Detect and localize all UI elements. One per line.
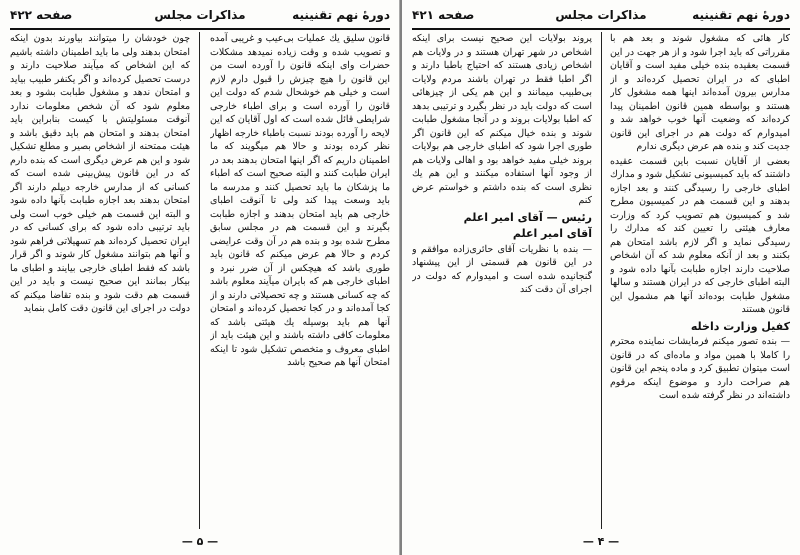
right-page-columns <box>412 32 790 529</box>
speaker-text: — بنده با نظریات آقای حائری‌زاده موافقم و در این قانون هم قسمتی از این پیشنهاد گنجانیده شده است و امیدوارم که دولت در اجرای آن دقت کند <box>412 243 592 295</box>
left-header-page-label: صفحه ۴۲۲ <box>10 8 73 22</box>
left-page-columns <box>10 32 390 529</box>
left-page-column-right <box>210 32 390 529</box>
left-page-number: — ۵ — <box>181 535 219 548</box>
column-divider <box>601 32 602 529</box>
paragraph: بعضی از آقایان نسبت باین قسمت عقیده داشتند که باید کمیسیونی تشکیل شود و مدارك اطبای خارجی را رسیدگی کنند و بعد اجازه بدهند و این قسمت هم در کمیسیون مطرح شد و کمیسیون هم تصویب کرد که وزارت معارف هیئتی را تعیین کند که مدارك را رسیدگی نماید و اگر لازم باشد امتحان هم بکنند و بعد از آنکه معلوم شد که آن اشخاص صلاحیت دارند اجازه طبابت بآنها داده شود و البته اطبای خارجی که در ایران هستند و سالها مشغول طبابت بوده‌اند آنها هم مشمول این قانون هستند <box>610 155 790 315</box>
right-page-column-left <box>412 32 592 529</box>
column-divider <box>199 32 200 529</box>
speaker-heading: کفیل وزارت داخله <box>690 319 790 333</box>
paragraph: چون خودشان را میتوانند بیاورند بدون اینکه امتحان بدهند ولی ما باید اطمینان داشته باشیم که این اشخاص که میآیند صلاحیت دارند و درست تحصیل کرده‌اند و اگر یکنفر طبیب بیاید و امتحان ندهد و مشغول طبابت بشود و بعد معلوم شود که آن شخص معلومات ندارد آنوقت مسئولیتش با کیست بنابراین باید امتحان بدهند و امتحان هم باید دقیق باشد و هیئت ممتحنه از اشخاص بصیر و مطلع تشکیل شود و این هم عرض دیگری است که بنده دارم که در این قانون پیش‌بینی شده است که کسانی که از مدارس خارجه دیپلم دارند اگر امتحان بدهند بعد اجازه طبابت بآنها داده شود و البته این قسمت هم خیلی خوب است ولی باید ترتیبی داده شود که برای کسانی که در ایران تحصیل کرده‌اند هم تسهیلاتی فراهم شود و آنها هم بتوانند مشغول کار شوند و اگر قرار باشد که فقط اطبای خارجی بیایند و اطبای ما بیکار بمانند این صحیح نیست و باید در این قسمت هم دقت شود و بنده تقاضا میکنم که دولت در اجرای این قانون دقت کامل بنماید <box>10 33 190 314</box>
paragraph: پروند بولایات این صحیح نیست برای اینکه اشخاص در شهر تهران هستند و در ولایات هم اشخاص زیادی هستند که احتیاج باطبا دارند و اگر اطبا فقط در تهران باشند مردم ولایات بی‌طبیب میمانند و این هم یکی از چیزهائی است که دولت باید در نظر بگیرد و ترتیبی بدهد که اطبا بولایات بروند و در آنجا مشغول طبابت شوند و بنده خیال میکنم که این قانون اگر طوری اجرا شود که اطبای خارجی هم بولایات بروند خیلی مفید خواهد بود و اهالی ولایات هم از وجود آنها استفاده میکنند و این هم یك نظری است که بنده داشتم و خواستم عرض کنم <box>412 33 592 206</box>
paragraph: کار هائی که مشغول شوند و بعد هم با مقرراتی که باید اجرا شود و از هر جهت در این قسمت بعقیده بنده خیلی مفید است و آقایان اطبای که در ایران تحصیل کرده‌اند و از مدارس بیرون آمده‌اند اینها همه مشغول کار هستند و بواسطه همین قانون اطمینان پیدا کرده‌اند که وضعیت آنها خوب خواهد شد و امیدوارم که دولت هم در اجرای این قانون جدیت کند و بنده هم عرض دیگری ندارم <box>610 33 790 152</box>
right-header-session: دورهٔ نهم تقنینیه <box>692 8 790 22</box>
right-page-number: — ۴ — <box>582 535 620 548</box>
chair-line: رئیس — آقای امیر اعلم <box>463 210 592 224</box>
right-page-header <box>412 6 790 30</box>
right-header-title: مذاکرات مجلس <box>555 8 647 22</box>
right-header-page-label: صفحه ۴۲۱ <box>412 8 475 22</box>
right-page <box>402 0 800 555</box>
left-header-session: دورهٔ نهم تقنینیه <box>292 8 390 22</box>
speaker-heading: آقای امیر اعلم <box>512 227 592 240</box>
left-page-header <box>10 6 390 30</box>
paragraph: قانون سلیق یك عملیات بی‌عیب و غریبی آمده و تصویب شده و وقت زیاده نمیدهد مشکلات حضرات وای اینکه قانون را آورده است من این قانون را هیچ چیزش را قبول دارم لازم است و خیلی هم خوشحال شدم که دولت این قانون را آورده است و برای اطباء خارجی شرایطی قائل شده است که اول آقایان که این لایحه را آورده بودند نسبت باطباء خارجه اظهار نظر کرده بودند و حالا هم میگویند که ما اطمینان داریم که اگر اینها امتحان بدهند بعد در ایران طبابت کنند و البته صحیح است که اطباء ما پزشکان ما باید تحصیل کنند و مدرسه ما باید وسعت پیدا کند ولی تا آنوقت اطبای خارجی هم باید امتحان بدهند و اجازه طبابت بگیرند و این قسمت هم در مجلس سابق مطرح شده بود و بنده هم در آن وقت عرایضی کردم و حالا هم عرض میکنم که قانون باید طوری باشد که هیچکس از آن ضرر نبرد و اطبای خارجی هم که بایران میآیند معلوم باشد که چه کسانی هستند و چه تحصیلاتی دارند و از کجا آمده‌اند و در کجا تحصیل کرده‌اند و امتحان آنها هم باید بوسیله یك هیئتی باشد که معلومات کافی داشته باشند و این هیئت باید از اطبای معروف و متخصص تشکیل شود تا اینکه امتحان آنها هم صحیح باشد <box>210 33 390 368</box>
speaker-text: — بنده تصور میکنم فرمایشات نماینده محترم را کاملا با همین مواد و ماده‌ای که در قانون است میتوان تطبیق کرد و ماده پنجم این قانون هم صراحت دارد و موضوع اینکه مرقوم داشته‌اند در نظر گرفته شده است <box>610 336 790 401</box>
right-page-column-right <box>610 32 790 529</box>
left-page-column-left <box>10 32 190 529</box>
left-header-title: مذاکرات مجلس <box>154 8 246 22</box>
